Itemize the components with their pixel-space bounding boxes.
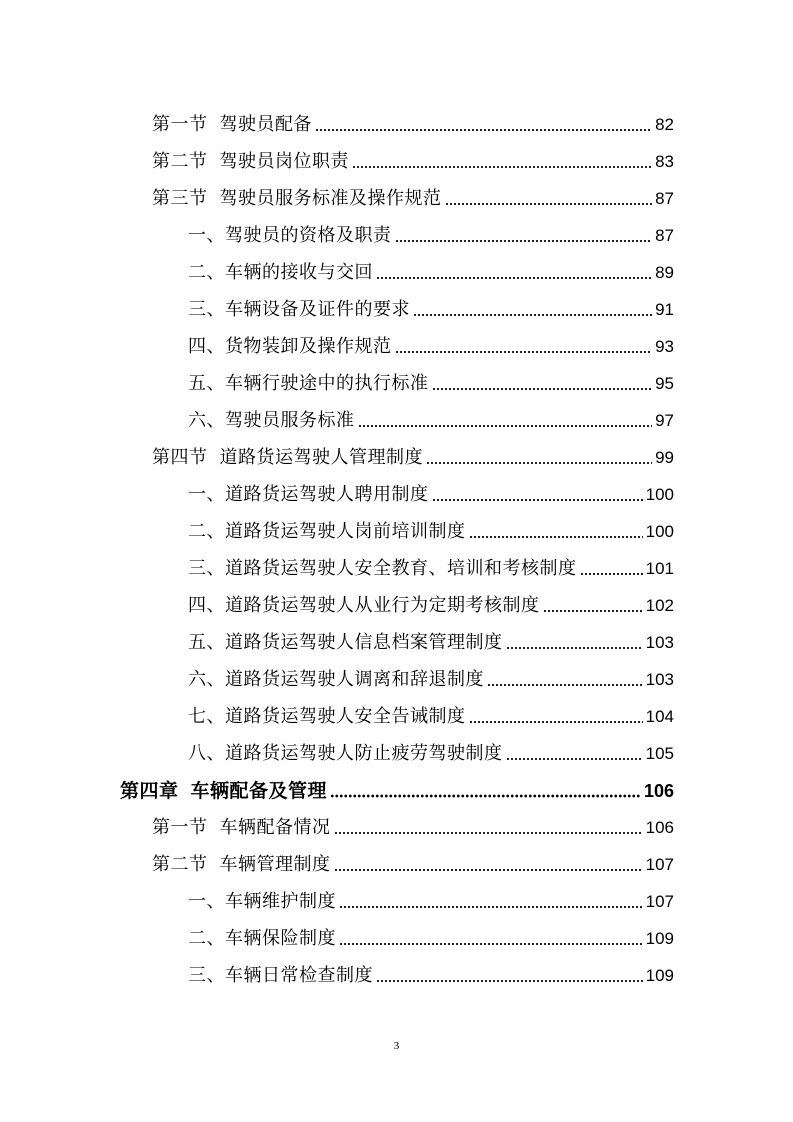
page-number: 3 <box>393 1040 400 1052</box>
toc-entry-page: 95 <box>655 374 674 393</box>
toc-entry[interactable] <box>152 100 674 136</box>
toc-entry-page: 107 <box>645 892 674 911</box>
toc-entry-label <box>188 965 373 987</box>
toc-entry-page: 91 <box>655 300 674 319</box>
toc-entry-page: 105 <box>645 744 674 763</box>
toc-entry-prefix: 四、 <box>188 595 225 616</box>
toc-entry-title: 道路货运驾驶人从业行为定期考核制度 <box>225 595 540 616</box>
toc-entry[interactable] <box>188 581 674 617</box>
toc-entry[interactable] <box>188 951 674 987</box>
toc-entry-title: 驾驶员服务标准及操作规范 <box>219 188 442 209</box>
toc-entry[interactable] <box>152 840 674 876</box>
toc-entry-prefix: 二、 <box>188 521 225 542</box>
toc-entry[interactable] <box>188 470 674 506</box>
toc-entry-page: 82 <box>655 115 674 134</box>
toc-entry-page: 99 <box>655 448 674 467</box>
dot-leader <box>334 868 643 872</box>
toc-entry-label <box>188 669 484 691</box>
toc-entry-label <box>152 854 331 876</box>
toc-entry[interactable] <box>152 137 674 173</box>
toc-entry-page: 100 <box>645 522 674 541</box>
toc-entry-label <box>188 336 392 358</box>
dot-leader <box>376 276 652 280</box>
dot-leader <box>339 942 643 946</box>
dot-leader <box>445 202 653 206</box>
toc-entry[interactable] <box>188 359 674 395</box>
toc-entry-title: 车辆保险制度 <box>225 928 336 949</box>
toc-entry-title: 道路货运驾驶人调离和辞退制度 <box>225 669 484 690</box>
toc-entry-label <box>188 521 466 543</box>
toc-entry[interactable] <box>188 692 674 728</box>
dot-leader <box>506 757 643 761</box>
toc-entry-page: 83 <box>655 152 674 171</box>
toc-entry-prefix: 六、 <box>188 410 225 431</box>
toc-entry-prefix: 二、 <box>188 928 225 949</box>
toc-entry-prefix: 八、 <box>188 743 225 764</box>
toc-entry-page: 102 <box>645 596 674 615</box>
dot-leader <box>352 165 652 169</box>
toc-entry-label <box>152 817 331 839</box>
toc-entry-title: 驾驶员配备 <box>219 114 312 135</box>
dot-leader <box>395 350 653 354</box>
toc-entry-prefix: 一、 <box>188 225 225 246</box>
dot-leader <box>376 979 643 983</box>
toc-entry-page: 104 <box>645 707 674 726</box>
toc-entry-page: 107 <box>645 855 674 874</box>
toc-entry-page: 87 <box>655 189 674 208</box>
toc-entry-page: 103 <box>645 633 674 652</box>
dot-leader <box>506 646 643 650</box>
toc-entry-label <box>188 262 373 284</box>
toc-entry-label <box>152 188 442 210</box>
toc-entry-page: 89 <box>655 263 674 282</box>
toc-entry-page: 100 <box>645 485 674 504</box>
dot-leader <box>580 572 643 576</box>
toc-entry-label <box>188 632 503 654</box>
toc-entry-prefix: 二、 <box>188 262 225 283</box>
toc-entry-prefix: 五、 <box>188 632 225 653</box>
toc-entry-title: 道路货运驾驶人安全教育、培训和考核制度 <box>225 558 577 579</box>
toc-entry-prefix: 三、 <box>188 965 225 986</box>
toc-entry-prefix: 第一节 <box>152 114 208 135</box>
toc-entry-prefix: 三、 <box>188 558 225 579</box>
toc-entry-page: 106 <box>643 781 674 801</box>
dot-leader <box>395 239 653 243</box>
dot-leader <box>469 535 643 539</box>
toc-entry-title: 道路货运驾驶人安全告诫制度 <box>225 706 466 727</box>
toc-entry-page: 101 <box>645 559 674 578</box>
dot-leader <box>487 683 643 687</box>
toc-entry[interactable] <box>188 396 674 432</box>
toc-entry-title: 车辆维护制度 <box>225 891 336 912</box>
toc-entry-title: 驾驶员服务标准 <box>225 410 355 431</box>
toc-entry-label <box>188 706 466 728</box>
toc-entry-title: 驾驶员岗位职责 <box>219 151 349 172</box>
toc-entry[interactable] <box>188 507 674 543</box>
toc-entry-page: 93 <box>655 337 674 356</box>
toc-entry[interactable] <box>152 174 674 210</box>
toc-entry-label <box>188 928 336 950</box>
toc-entry-title: 道路货运驾驶人聘用制度 <box>225 484 429 505</box>
dot-leader <box>358 424 653 428</box>
dot-leader <box>543 609 643 613</box>
dot-leader <box>315 128 652 132</box>
toc-entry-prefix: 第四节 <box>152 447 208 468</box>
toc-entry[interactable] <box>188 729 674 765</box>
toc-entry[interactable] <box>188 877 674 913</box>
toc-entry-page: 109 <box>645 966 674 985</box>
toc-entry-prefix: 五、 <box>188 373 225 394</box>
dot-leader <box>413 313 652 317</box>
toc-entry-prefix: 一、 <box>188 891 225 912</box>
toc-entry-title: 车辆的接收与交回 <box>225 262 373 283</box>
toc-entry-title: 道路货运驾驶人岗前培训制度 <box>225 521 466 542</box>
toc-entry-label <box>188 743 503 765</box>
toc-entry[interactable] <box>188 655 674 691</box>
dot-leader <box>432 387 653 391</box>
toc-entry-page: 106 <box>645 818 674 837</box>
toc-entry-title: 道路货运驾驶人管理制度 <box>219 447 423 468</box>
toc-entry-title: 道路货运驾驶人信息档案管理制度 <box>225 632 503 653</box>
toc-entry-label <box>188 484 429 506</box>
toc-entry-prefix: 第一节 <box>152 817 208 838</box>
toc-entry-page: 103 <box>645 670 674 689</box>
toc-entry-prefix: 第二节 <box>152 151 208 172</box>
toc-entry[interactable] <box>152 803 674 839</box>
toc-entry-page: 97 <box>655 411 674 430</box>
toc-entry-label <box>188 595 540 617</box>
toc-entry-label <box>152 114 312 136</box>
toc-entry-prefix: 第四章 <box>120 780 179 802</box>
toc-entry[interactable] <box>188 914 674 950</box>
toc-entry-label <box>188 558 577 580</box>
toc-entry-label <box>188 410 355 432</box>
toc-entry-title: 货物装卸及操作规范 <box>225 336 392 357</box>
toc-entry-prefix: 三、 <box>188 299 225 320</box>
toc-entry[interactable] <box>188 322 674 358</box>
dot-leader <box>339 905 643 909</box>
toc-entry-label <box>152 447 423 469</box>
toc-entry-prefix: 第二节 <box>152 854 208 875</box>
toc-entry-prefix: 六、 <box>188 669 225 690</box>
toc-entry-title: 车辆设备及证件的要求 <box>225 299 410 320</box>
toc-entry-prefix: 一、 <box>188 484 225 505</box>
dot-leader <box>334 831 643 835</box>
toc-entry-title: 车辆配备及管理 <box>190 780 328 802</box>
toc-entry-label <box>188 891 336 913</box>
toc-entry[interactable] <box>188 248 674 284</box>
toc-entry[interactable] <box>188 544 674 580</box>
toc-entry[interactable] <box>188 618 674 654</box>
toc-entry-prefix: 七、 <box>188 706 225 727</box>
toc-entry-label <box>152 151 349 173</box>
dot-leader <box>426 461 652 465</box>
toc-entry-title: 车辆日常检查制度 <box>225 965 373 986</box>
toc-entry-title: 车辆配备情况 <box>219 817 331 838</box>
toc-chapter-entry[interactable] <box>120 766 674 802</box>
toc-entry-title: 车辆管理制度 <box>219 854 331 875</box>
toc-entry-page: 87 <box>655 226 674 245</box>
toc-entry-page: 109 <box>645 929 674 948</box>
toc-entry-title: 驾驶员的资格及职责 <box>225 225 392 246</box>
toc-entry[interactable] <box>152 433 674 469</box>
toc-entry-label <box>188 225 392 247</box>
toc-entry-label <box>188 373 429 395</box>
toc-entry-title: 道路货运驾驶人防止疲劳驾驶制度 <box>225 743 503 764</box>
toc-entry-prefix: 四、 <box>188 336 225 357</box>
toc-entry-title: 车辆行驶途中的执行标准 <box>225 373 429 394</box>
dot-leader <box>469 720 643 724</box>
dot-leader <box>330 794 641 798</box>
toc-entry[interactable] <box>188 211 674 247</box>
toc-entry[interactable] <box>188 285 674 321</box>
toc-entry-label <box>120 780 327 802</box>
toc-entry-label <box>188 299 410 321</box>
dot-leader <box>432 498 643 502</box>
toc-entry-prefix: 第三节 <box>152 188 208 209</box>
